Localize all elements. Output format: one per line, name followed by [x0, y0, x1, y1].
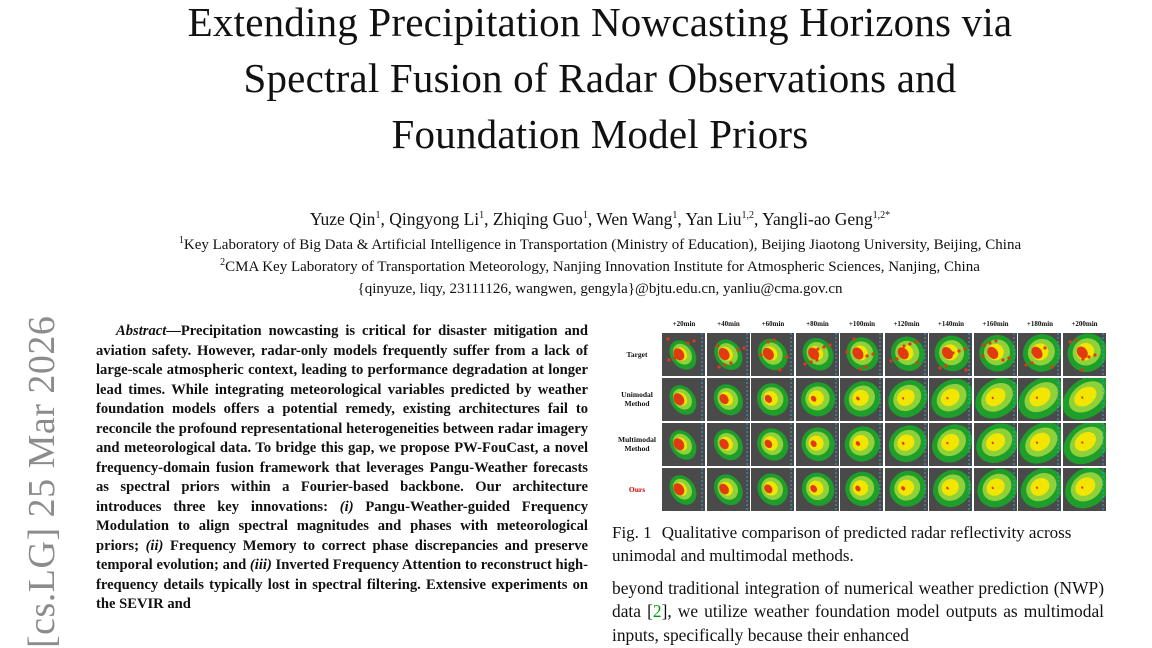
radar-thumbnail — [707, 333, 750, 376]
lead-time-label: +140min — [937, 320, 965, 328]
radar-thumbnail — [1063, 333, 1106, 376]
radar-thumbnail — [1018, 333, 1061, 376]
radar-thumbnail — [1063, 468, 1106, 511]
title-line: Spectral Fusion of Radar Observations and — [243, 55, 957, 101]
lead-time-label: +200min — [1071, 320, 1098, 328]
method-label: Ours — [628, 485, 646, 494]
lead-time-label: +80min — [806, 320, 829, 328]
radar-thumbnail — [751, 423, 794, 466]
radar-thumbnail — [974, 333, 1017, 376]
arxiv-stamp: [cs.LG] 25 Mar 2026 — [21, 315, 63, 648]
radar-thumbnail — [751, 468, 794, 511]
body-text: ], we utilize weather foundation model outputs as multimodal inputs, specifically because their enhanced — [612, 601, 1104, 645]
author-name: Yuze Qin — [309, 209, 376, 229]
radar-comparison-figure — [614, 320, 1104, 516]
radar-thumbnail — [707, 468, 750, 511]
radar-thumbnail — [840, 468, 883, 511]
author-affil-mark: 1 — [479, 210, 485, 222]
radar-thumbnail — [662, 423, 705, 466]
author-affil-mark: 1 — [582, 210, 588, 222]
radar-thumbnail — [796, 423, 839, 466]
citation-link[interactable]: 2 — [652, 601, 662, 622]
radar-thumbnail — [885, 423, 928, 466]
radar-thumbnail — [1018, 423, 1061, 466]
author-affil-mark: 1,2 — [741, 210, 755, 222]
abstract-marker: (i) — [339, 498, 354, 515]
radar-thumbnail — [840, 378, 883, 421]
body-paragraph — [612, 577, 1104, 647]
abstract-dash: — — [166, 323, 181, 339]
radar-thumbnail — [707, 378, 750, 421]
lead-time-label: +120min — [893, 320, 920, 328]
lead-time-label: +20min — [672, 320, 696, 328]
affil-mark: 2 — [220, 257, 226, 268]
lead-time-label: +160min — [982, 320, 1009, 328]
lead-time-label: +40min — [717, 320, 740, 328]
radar-thumbnail — [929, 468, 972, 511]
author-name: Zhiqing Guo — [492, 209, 583, 229]
affil-mark: 1 — [178, 235, 184, 246]
radar-thumbnail — [796, 333, 839, 376]
radar-thumbnail — [707, 423, 750, 466]
radar-thumbnail — [662, 378, 705, 421]
abstract-marker: (iii) — [249, 557, 272, 573]
radar-thumbnail — [929, 378, 972, 421]
radar-thumbnail — [1063, 378, 1106, 421]
radar-thumbnail — [929, 333, 972, 376]
radar-thumbnail — [885, 378, 928, 421]
lead-time-label: +100min — [848, 320, 876, 328]
abstract-label: Abstract — [116, 323, 167, 339]
figure-caption — [612, 521, 1104, 567]
caption-text: Qualitative comparison of predicted radar reflectivity across unimodal and multimodal methods. — [612, 523, 1072, 565]
radar-thumbnail — [929, 423, 972, 466]
title-line: Foundation Model Priors — [391, 111, 809, 157]
author-affil-mark: 1,2* — [872, 210, 891, 222]
abstract-marker: (ii) — [145, 537, 164, 554]
abstract-text: Precipitation nowcasting is critical for disaster mitigation and aviation safety. However, radar-only models frequently suffer from a lack of large-scale atmospheric context, leading to performance degradation at longer lead times. While integrating meteorological variables predicted by weather foundation models offers a potential remedy, existing architectures fail to reconcile the profound representational heterogeneities between radar imagery and meteorological data. To bridge this gap, we propose PW-FouCast, a novel frequency-domain fusion framework that leverages Pangu-Weather forecasts as spectral priors within a Fourier-based backbone. Our architecture introduces three key innovations: — [96, 323, 588, 515]
radar-thumbnail — [1018, 468, 1061, 511]
radar-thumbnail — [840, 333, 883, 376]
radar-thumbnail — [1063, 423, 1106, 466]
radar-thumbnail — [974, 423, 1017, 466]
radar-thumbnail — [751, 333, 794, 376]
author-name: Yan Liu — [685, 209, 742, 229]
radar-thumbnail — [662, 468, 705, 511]
author-list: Yuze Qin$^1$, Qingyong Li$^1$, Zhiqing Guo$^1$, Wen Wang$^1$, Yan Liu$^{1,2}$, Yangli-ao Geng$^{1,2*}$ — [309, 209, 891, 229]
radar-thumbnail — [974, 378, 1017, 421]
radar-thumbnail — [796, 468, 839, 511]
title-line: Extending Precipitation Nowcasting Horizons via — [187, 0, 1013, 45]
radar-thumbnail — [840, 423, 883, 466]
affil-text: CMA Key Laboratory of Transportation Meteorology, Nanjing Innovation Institute for Atmospheric Sciences, Nanjing, China — [225, 259, 980, 275]
paper-title — [0, 0, 1152, 162]
radar-thumbnail — [885, 333, 928, 376]
lead-time-label: +180min — [1026, 320, 1054, 328]
radar-thumbnail — [1018, 378, 1061, 421]
affil-text: Key Laboratory of Big Data & Artificial Intelligence in Transportation (Ministry of Education), Beijing Jiaotong University, Beijing, China — [183, 237, 1022, 253]
abstract-text: Frequency Memory to correct phase discrepancies and preserve temporal evolution; and — [96, 537, 588, 573]
affiliation-2 — [0, 259, 1152, 276]
figure-number: Fig. 1 — [612, 523, 652, 542]
method-label: Multimodal Method — [618, 435, 656, 453]
author-emails: {qinyuze, liqy, 23111126, wangwen, gengyla}@bjtu.edu.cn, yanliu@cma.gov.cn — [357, 281, 843, 297]
lead-time-label: +60min — [761, 320, 785, 328]
author-affil-mark: 1 — [672, 210, 678, 222]
affiliation-1 — [0, 237, 1152, 254]
radar-thumbnail — [662, 333, 705, 376]
author-name: Qingyong Li — [389, 209, 480, 229]
body-text: beyond traditional integration of numerical weather prediction (NWP) data [ — [612, 578, 1104, 622]
radar-thumbnail — [751, 378, 794, 421]
author-affil-mark: 1 — [375, 210, 381, 222]
author-name: Yangli-ao Geng — [762, 209, 873, 229]
abstract — [96, 322, 588, 615]
method-label: Target — [626, 350, 648, 359]
radar-thumbnail — [974, 468, 1017, 511]
method-label: Unimodal Method — [621, 390, 653, 408]
radar-thumbnail — [796, 378, 839, 421]
radar-thumbnail — [885, 468, 928, 511]
abstract-text: Pangu-Weather-guided Frequency Modulation to align spectral magnitudes and phases with meteorological priors; — [96, 498, 588, 554]
author-name: Wen Wang — [596, 209, 673, 229]
abstract-text: Inverted Frequency Attention to reconstruct high-frequency details typically lost in spectral filtering. Extensive experiments on the SEVIR and — [96, 557, 588, 612]
